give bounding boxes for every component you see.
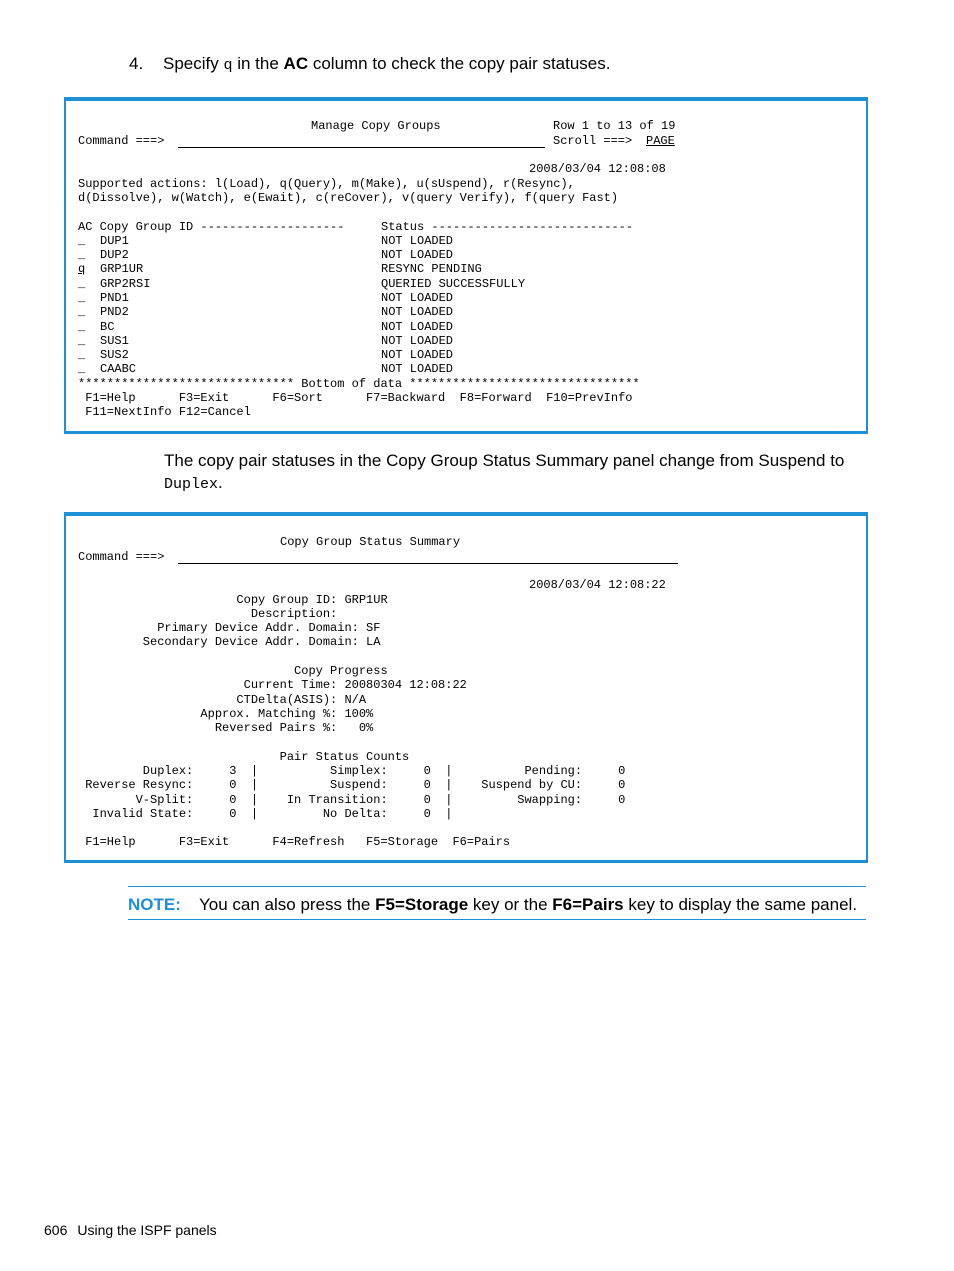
copy-group-id: PND2 [100,305,129,319]
copy-group-id: GRP1UR [100,262,144,276]
ac-field[interactable]: _ [78,362,86,376]
panel-title: Manage Copy Groups [311,119,441,133]
table-row [78,348,85,362]
progress-line: CTDelta(ASIS): N/A [78,693,367,707]
bottom-of-data: ****************************** Bottom of data ******************************** [78,377,640,391]
ac-field[interactable]: _ [78,291,86,305]
paragraph-code: Duplex [164,476,219,493]
note-key-f6: F6=Pairs [552,895,624,914]
status: NOT LOADED [381,334,454,348]
counts-line: Reverse Resync: 0 | Suspend: 0 | Suspend by CU: 0 [78,778,626,792]
copy-group-id: SUS1 [100,334,129,348]
info-line: Description: [78,607,338,621]
step-text-pre: Specify [163,54,224,73]
progress-line: Approx. Matching %: 100% [78,707,374,721]
panel-title: Copy Group Status Summary [280,535,461,549]
progress-line: Current Time: 20080304 12:08:22 [78,678,467,692]
copy-group-id: CAABC [100,362,137,376]
timestamp: 2008/03/04 12:08:08 [529,162,666,176]
ac-field[interactable]: q [78,262,86,276]
supported-actions-2: d(Dissolve), w(Watch), e(Ewait), c(reCover), v(query Verify), f(query Fast) [78,191,619,205]
info-line: Copy Group ID: GRP1UR [78,593,388,607]
function-keys-2[interactable]: F11=NextInfo F12=Cancel [78,405,251,419]
copy-group-id: DUP1 [100,234,129,248]
timestamp: 2008/03/04 12:08:22 [529,578,666,592]
status: NOT LOADED [381,291,454,305]
info-line: Secondary Device Addr. Domain: LA [78,635,381,649]
copy-progress-title: Copy Progress [78,664,388,678]
column-header-ac-group: AC Copy Group ID -------------------- [78,220,345,234]
progress-line: Reversed Pairs %: 0% [78,721,374,735]
row-info: Row 1 to 13 of 19 [553,119,676,133]
paragraph-text: The copy pair statuses in the Copy Group Status Summary panel change from Suspend to [164,451,845,470]
table-row [78,320,85,334]
ac-field[interactable]: _ [78,277,86,291]
step-code: q [223,57,233,74]
paragraph-end: . [218,473,223,492]
table-row [78,234,85,248]
command-label: Command ===> [78,550,165,564]
column-header-status: Status ---------------------------- [381,220,634,234]
status: QUERIED SUCCESSFULLY [381,277,526,291]
table-row [78,305,85,319]
manage-copy-groups-panel [64,97,868,434]
note-label: NOTE: [128,895,181,914]
step-number: 4. [129,54,144,73]
page-footer [44,1222,217,1238]
ac-field[interactable]: _ [78,348,86,362]
counts-line: V-Split: 0 | In Transition: 0 | Swapping: 0 [78,793,626,807]
table-row [78,248,85,262]
note-box [128,886,866,920]
table-row [78,362,85,376]
section-title: Using the ISPF panels [77,1222,217,1238]
table-row [78,334,85,348]
status: NOT LOADED [381,348,454,362]
counts-line: Invalid State: 0 | No Delta: 0 | [78,807,453,821]
counts-line: Duplex: 3 | Simplex: 0 | Pending: 0 [78,764,626,778]
ac-field[interactable]: _ [78,320,86,334]
status: NOT LOADED [381,320,454,334]
copy-group-id: GRP2RSI [100,277,151,291]
copy-group-id: DUP2 [100,248,129,262]
copy-group-status-summary-panel [64,512,868,863]
command-input[interactable] [178,147,545,148]
status: NOT LOADED [381,248,454,262]
ac-field[interactable]: _ [78,234,86,248]
scroll-value[interactable]: PAGE [646,134,675,148]
function-keys[interactable]: F1=Help F3=Exit F4=Refresh F5=Storage F6=Pairs [78,835,511,849]
table-row [78,291,85,305]
note-text: You can also press the F5=Storage key or the F6=Pairs key to display the same panel. [199,895,858,914]
copy-group-id: PND1 [100,291,129,305]
status: NOT LOADED [381,305,454,319]
scroll-label: Scroll ===> [553,134,633,148]
step-text-mid: in the [232,54,284,73]
copy-group-id: BC [100,320,115,334]
pair-status-counts-title: Pair Status Counts [78,750,410,764]
note-key-f5: F5=Storage [375,895,469,914]
status: NOT LOADED [381,234,454,248]
table-row [78,277,85,291]
command-label: Command ===> [78,134,165,148]
status: NOT LOADED [381,362,454,376]
table-row [78,262,85,276]
step-text-post: column to check the copy pair statuses. [308,54,611,73]
status: RESYNC PENDING [381,262,482,276]
ac-field[interactable]: _ [78,248,86,262]
supported-actions-1: Supported actions: l(Load), q(Query), m(Make), u(sUspend), r(Resync), [78,177,575,191]
status-change-paragraph [164,450,864,496]
function-keys-1[interactable]: F1=Help F3=Exit F6=Sort F7=Backward F8=Forward F10=PrevInfo [78,391,633,405]
step-4 [129,54,610,74]
step-bold: AC [283,54,309,73]
page-number: 606 [44,1222,68,1238]
ac-field[interactable]: _ [78,334,86,348]
info-line: Primary Device Addr. Domain: SF [78,621,381,635]
copy-group-id: SUS2 [100,348,129,362]
ac-field[interactable]: _ [78,305,86,319]
command-input[interactable] [178,563,678,564]
